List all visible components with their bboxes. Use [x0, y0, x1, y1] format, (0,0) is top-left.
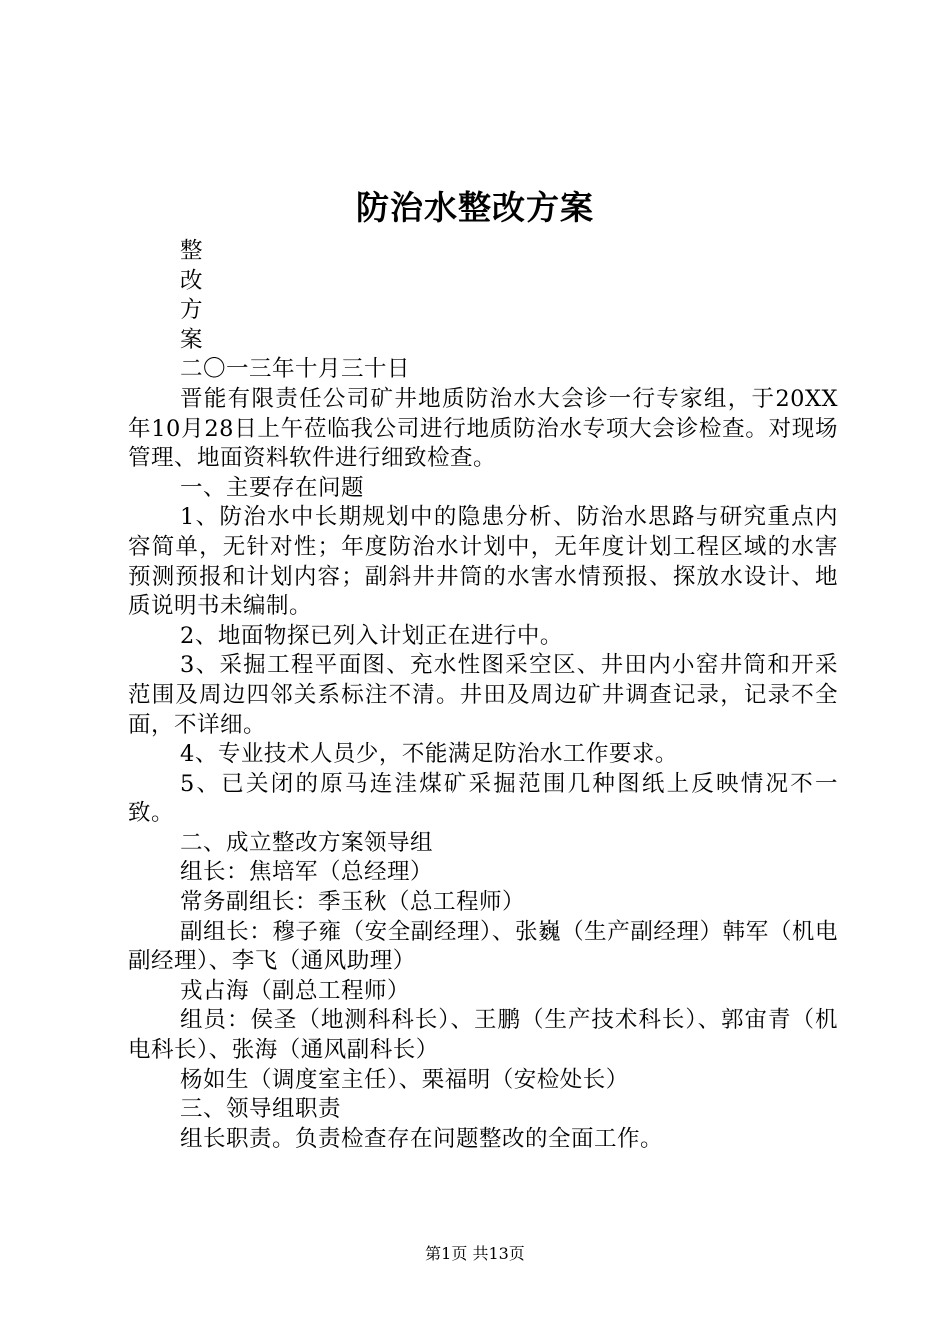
document-body	[128, 237, 838, 1154]
paragraph-intro: 晋能有限责任公司矿井地质防治水大会诊一行专家组，于20XX年10月28日上午莅临我公司进行地质防治水专项大会诊检查。对现场管理、地面资料软件进行细致检查。	[128, 385, 838, 472]
vertical-title-char: 改	[180, 267, 204, 294]
page-footer: 第1页 共13页	[425, 1244, 525, 1263]
paragraph-item: 副组长：穆子雍（安全副经理）、张巍（生产副经理）韩军（机电副经理）、李飞（通风助理）	[128, 918, 838, 975]
paragraph-item: 4、专业技术人员少，不能满足防治水工作要求。	[180, 741, 678, 768]
paragraph-item: 1、防治水中长期规划中的隐患分析、防治水思路与研究重点内容简单，无针对性；年度防治水计划中，无年度计划工程区域的水害预测预报和计划内容；副斜井井筒的水害水情预报、探放水设计、地质说明书未编制。	[128, 504, 838, 620]
paragraph-item: 杨如生（调度室主任）、栗福明（安检处长）	[180, 1066, 629, 1093]
paragraph-item: 常务副组长：季玉秋（总工程师）	[180, 889, 526, 916]
section-heading: 一、主要存在问题	[180, 474, 365, 501]
paragraph-item: 组长职责。负责检查存在问题整改的全面工作。	[180, 1125, 664, 1152]
paragraph-item: 3、采掘工程平面图、充水性图采空区、井田内小窑井筒和开采范围及周边四邻关系标注不清。井田及周边矿井调查记录，记录不全面，不详细。	[128, 652, 838, 738]
section-heading: 二、成立整改方案领导组	[180, 829, 434, 856]
paragraph-item: 组员：侯圣（地测科科长）、王鹏（生产技术科长）、郭宙青（机电科长）、张海（通风副科长）	[128, 1007, 838, 1064]
paragraph-item: 组长：焦培军（总经理）	[180, 859, 434, 886]
vertical-title-char: 案	[180, 326, 204, 353]
paragraph-item: 戎占海（副总工程师）	[180, 977, 411, 1004]
document-title: 防治水整改方案	[356, 188, 594, 227]
document-date: 二〇一三年十月三十日	[180, 356, 411, 383]
vertical-title-char: 整	[180, 238, 204, 264]
section-heading: 三、领导组职责	[180, 1096, 342, 1123]
paragraph-item: 5、已关闭的原马连洼煤矿采掘范围几种图纸上反映情况不一致。	[128, 770, 838, 827]
vertical-title-char: 方	[180, 297, 204, 324]
paragraph-item: 2、地面物探已列入计划正在进行中。	[180, 622, 563, 649]
